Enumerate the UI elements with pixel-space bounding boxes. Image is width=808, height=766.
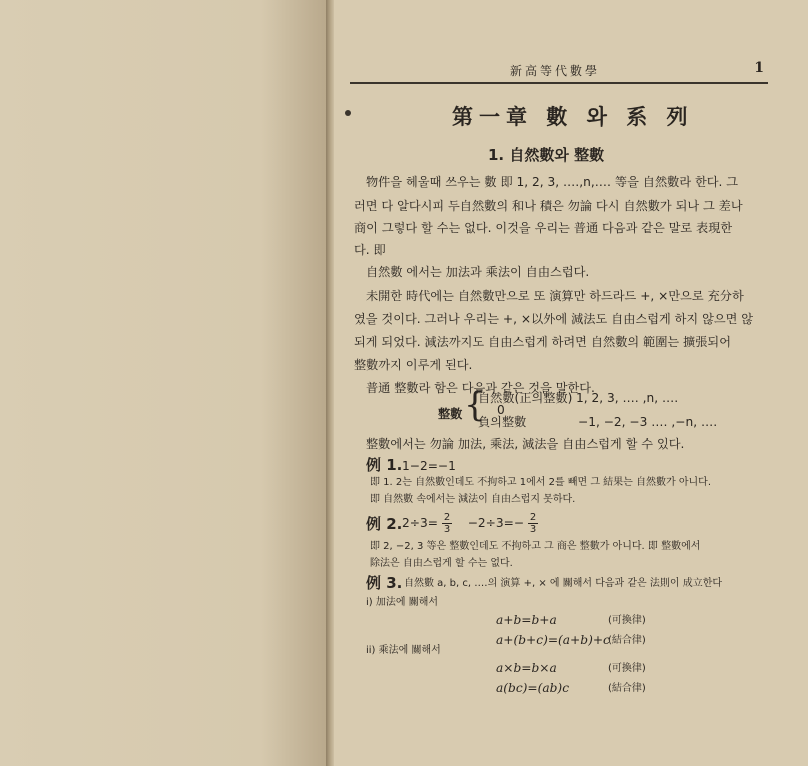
section-title: 1. 自然數와 整數 [488,146,605,164]
page-header [350,60,768,84]
fraction [442,512,452,535]
example-1-label: 例 1. [366,456,403,474]
left-page [0,0,326,766]
example-3-label: 例 3. [366,574,403,592]
example-3-sub-i: i) 加法에 關해서 [366,597,439,608]
text-line: 整數에서는 勿論 加法, 乘法, 減法을 自由스럽게 할 수 있다. [366,437,685,451]
fraction-denominator: 3 [529,524,537,535]
law-name: (可換律) [608,615,646,626]
example-2-expr [402,512,538,535]
law-expr: a×b=b×a [496,661,557,675]
fraction-denominator: 3 [443,524,451,535]
text-line: 다. 即 [354,243,386,257]
book-gutter [326,0,334,766]
zero-value: 0 [497,403,505,417]
natural-numbers-label: 自然數(正의整數) [478,391,573,405]
example-3-sub-ii: ii) 乘法에 關해서 [366,645,441,656]
negative-integers-values: −1, −2, −3 ‥‥ ,−n, ‥‥ [578,415,718,429]
page-number: 1 [754,60,764,76]
text-line: 普通 整數라 함은 다음과 같은 것을 말한다. [366,381,595,395]
text-line: 商이 그렇다 할 수는 없다. 이것을 우리는 普通 다음과 같은 말로 表現한 [354,221,733,235]
text-line: 物件을 헤울때 쓰우는 數 即 1, 2, 3, ‥‥,n,‥‥ 等을 自然數라 한다. 그 [366,175,739,189]
running-title: 新高等代數學 [510,64,601,78]
law-expr: a+(b+c)=(a+b)+c [496,633,610,647]
law-name: (結合律) [608,683,646,694]
example-2-expr-b: −2÷3=− [467,516,525,530]
example-2-expr-a: 2÷3= [402,516,438,530]
law-name: (結合律) [608,635,646,646]
example-1-note: 即 自然數 속에서는 減法이 自由스럽지 못하다. [370,494,576,505]
example-1-note: 即 1. 2는 自然數인데도 不拘하고 1에서 2를 빼면 그 結果는 自然數가 아니다. [370,477,711,488]
brace-symbol: { [464,385,486,425]
fraction [528,512,538,535]
law-name: (可換律) [608,663,646,674]
text-line: 整數까지 이루게 된다. [354,358,473,372]
fraction-numerator: 2 [529,512,537,523]
text-line: 되게 되었다. 減法까지도 自由스럽게 하려면 自然數의 範圍는 擴張되어 [354,335,731,349]
fraction-numerator: 2 [443,512,451,523]
example-1-expr: 1−2=−1 [402,459,456,473]
text-line: 였을 것이다. 그러나 우리는 +, ×以外에 減法도 自由스럽게 하지 않으면 않 [354,312,754,326]
bullet-dot [345,110,351,116]
example-3-intro: 自然數 a, b, c, ‥‥의 演算 +, × 에 關해서 다음과 같은 法則이 成立한다 [404,578,723,589]
integers-label: 整數 [438,407,463,421]
example-2-note: 除法은 自由스럽게 할 수는 없다. [370,558,513,569]
natural-numbers-values: 1, 2, 3, ‥‥ ,n, ‥‥ [576,391,679,405]
negative-integers-label: 負의整數 [478,415,527,429]
law-expr: a(bc)=(ab)c [496,681,570,695]
chapter-title: 第一章 數 와 系 列 [452,104,694,129]
text-line: 러면 다 알다시피 두自然數의 和나 積은 勿論 다시 自然數가 되나 그 差나 [354,199,743,213]
law-expr: a+b=b+a [496,613,557,627]
text-line: 未開한 時代에는 自然數만으로 또 演算만 하드라드 +, ×만으로 充分하 [366,289,744,303]
example-2-note: 即 2, −2, 3 等은 整數인데도 不拘하고 그 商은 整數가 아니다. 即 整數에서 [370,541,701,552]
example-2-label: 例 2. [366,515,403,533]
text-line: 自然數 에서는 加法과 乘法이 自由스럽다. [366,265,590,279]
